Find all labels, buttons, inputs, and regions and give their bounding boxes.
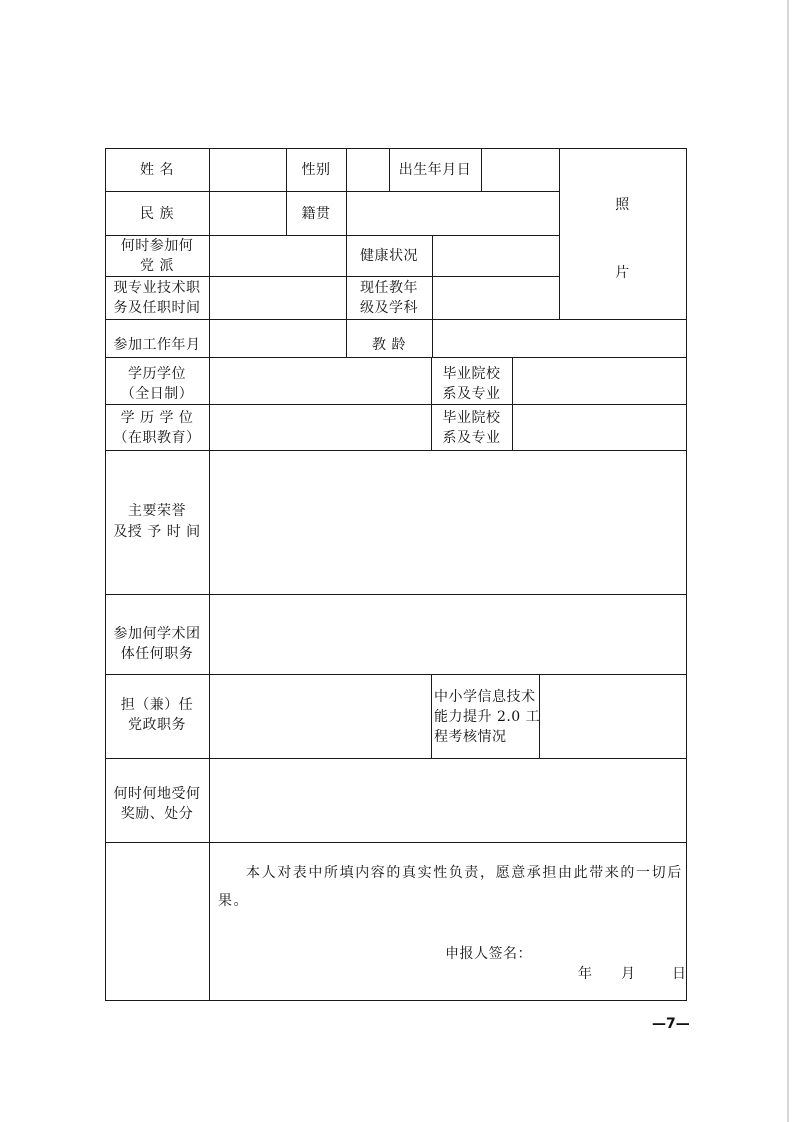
date-year-label: 年: [578, 966, 593, 982]
photo-column-line: [559, 148, 560, 319]
row-line: [105, 319, 687, 320]
ethnicity-label: 民 族: [140, 206, 174, 222]
in-service-education-label-line2: （在职教育）: [113, 430, 201, 446]
party-post-label-line2: 党政职务: [128, 717, 186, 733]
title-label-line1: 现专业技术职: [113, 280, 201, 296]
row-line: [105, 594, 687, 595]
honors-label-line1: 主要荣誉: [128, 503, 186, 519]
declaration-text: 本人对表中所填内容的真实性负责，愿意承担由此带来的一切后果。: [218, 865, 683, 909]
it-assessment-label-line1: 中小学信息技术: [434, 689, 536, 705]
teaching-grade-label-line1: 现任教年: [360, 280, 418, 296]
row-line: [105, 450, 687, 451]
work-start-label: 参加工作年月: [113, 337, 201, 353]
gender-label: 性别: [301, 162, 331, 178]
reward-label-line1: 何时何地受何: [113, 786, 201, 802]
col-line: [346, 148, 347, 235]
row-line: [105, 842, 687, 843]
school-2-label-line2: 系及专业: [442, 430, 501, 446]
table-border-top: [105, 148, 687, 149]
teaching-grade-label-line2: 级及学科: [360, 300, 418, 316]
col-line: [481, 148, 482, 191]
school-label-line2: 系及专业: [442, 386, 501, 402]
photo-label-bottom: 片: [615, 265, 630, 281]
teaching-years-label: 教 龄: [372, 337, 406, 353]
table-border-right: [686, 148, 687, 1001]
birth-date-label: 出生年月日: [398, 162, 472, 178]
reward-label-line2: 奖励、处分: [120, 806, 194, 822]
school-label-line1: 毕业院校: [442, 366, 501, 382]
page-number: —7—: [652, 1016, 690, 1032]
it-assessment-label-line3: 程考核情况: [434, 729, 507, 745]
full-time-education-label-line2: （全日制）: [120, 386, 194, 402]
name-label: 姓 名: [140, 162, 174, 178]
party-post-label-line1: 担（兼）任: [120, 697, 194, 713]
title-label-line2: 务及任职时间: [113, 300, 201, 316]
row-line: [105, 758, 687, 759]
signature-label: 申报人签名：: [445, 946, 532, 962]
photo-label-top: 照: [615, 197, 630, 213]
table-border-bottom: [105, 1000, 687, 1001]
party-label-line2: 党 派: [140, 258, 174, 274]
native-place-label: 籍贯: [301, 206, 331, 222]
col-line: [512, 357, 513, 450]
school-2-label-line1: 毕业院校: [442, 410, 501, 426]
row-line: [105, 357, 687, 358]
full-time-education-label-line1: 学历学位: [128, 366, 186, 382]
society-label-line1: 参加何学术团: [113, 626, 201, 642]
date-month-label: 月: [621, 966, 636, 982]
col-line: [432, 235, 433, 357]
honors-label-line2: 及授 予 时 间: [113, 524, 201, 540]
row-line: [105, 674, 687, 675]
col-line: [431, 674, 432, 758]
date-day-label: 日: [672, 966, 687, 982]
label-column-line: [209, 148, 210, 1001]
it-assessment-label-line2: 能力提升 2.0 工: [434, 709, 541, 725]
society-label-line2: 体任何职务: [120, 646, 194, 662]
in-service-education-label-line1: 学 历 学 位: [120, 410, 194, 426]
row-line: [105, 191, 559, 192]
health-label: 健康状况: [360, 248, 418, 264]
party-label-line1: 何时参加何: [120, 238, 194, 254]
